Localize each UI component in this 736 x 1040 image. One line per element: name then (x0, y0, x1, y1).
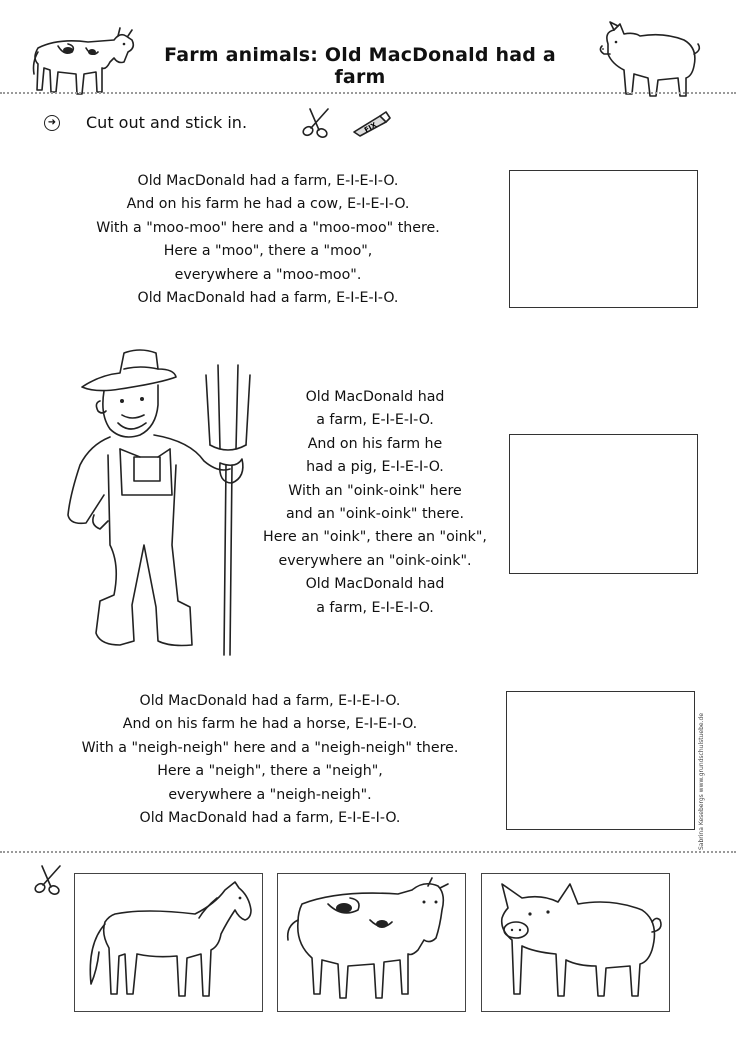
verse-line: With a "neigh-neigh" here and a "neigh-neigh" there. (81, 739, 459, 756)
verse-line: Old MacDonald had a farm, E-I-E-I-O. (139, 810, 401, 827)
verse-line: And on his farm he (307, 435, 443, 452)
header-divider (0, 92, 736, 94)
verse-cow (68, 170, 468, 310)
cutout-card-cow[interactable] (277, 873, 466, 1012)
verse-horse (60, 690, 480, 830)
cut-line (0, 851, 736, 853)
page-title: Farm animals: Old MacDonald had a farm (164, 44, 556, 88)
cutout-card-pig[interactable] (481, 873, 670, 1012)
horse-illustration (75, 874, 262, 1011)
arrow-right-icon: ➜ (44, 115, 60, 131)
verse-line: Old MacDonald had a farm, E-I-E-I-O. (137, 173, 399, 189)
verse-line: Here a "neigh", there a "neigh", (157, 763, 383, 780)
verse-line: And on his farm he had a horse, E-I-E-I-O. (122, 716, 418, 733)
verse-line: And on his farm he had a cow, E-I-E-I-O. (126, 196, 410, 213)
verse-line: had a pig, E-I-E-I-O. (306, 459, 444, 476)
verse-line: everywhere a "moo-moo". (174, 266, 362, 283)
verse-line: Old MacDonald had (305, 576, 445, 593)
verse-line: everywhere an "oink-oink". (278, 552, 472, 569)
scissors-icon (300, 105, 334, 139)
glue-tube-icon (350, 108, 392, 138)
cow-header-illustration (28, 18, 138, 98)
paste-box-cow[interactable] (509, 170, 698, 308)
verse-line: Old MacDonald had a farm, E-I-E-I-O. (139, 693, 401, 709)
copyright-credit: Sabrina Kesebergs www.grundschulstuebe.de (698, 712, 705, 850)
pig-illustration (482, 874, 669, 1011)
verse-line: With an "oink-oink" here (288, 482, 462, 499)
verse-line: Here a "moo", there a "moo", (163, 243, 373, 260)
verse-line: Here an "oink", there an "oink", (263, 529, 487, 546)
verse-line: With a "moo-moo" here and a "moo-moo" there. (96, 219, 440, 236)
verse-line: a farm, E-I-E-I-O. (316, 412, 434, 429)
verse-line: and an "oink-oink" there. (285, 506, 465, 523)
farmer-illustration (60, 345, 270, 665)
scissors-icon (32, 862, 66, 896)
cutout-card-horse[interactable] (74, 873, 263, 1012)
pig-header-illustration (594, 14, 704, 100)
paste-box-pig[interactable] (509, 434, 698, 574)
verse-pig (250, 386, 500, 620)
paste-box-horse[interactable] (506, 691, 695, 830)
cow-illustration (278, 874, 465, 1011)
instruction-text: Cut out and stick in. (86, 113, 248, 132)
verse-line: a farm, E-I-E-I-O. (316, 599, 434, 616)
glue-label: FIX (363, 121, 379, 135)
verse-line: everywhere a "neigh-neigh". (168, 786, 372, 803)
verse-line: Old MacDonald had a farm, E-I-E-I-O. (137, 290, 399, 307)
verse-line: Old MacDonald had (305, 389, 445, 405)
